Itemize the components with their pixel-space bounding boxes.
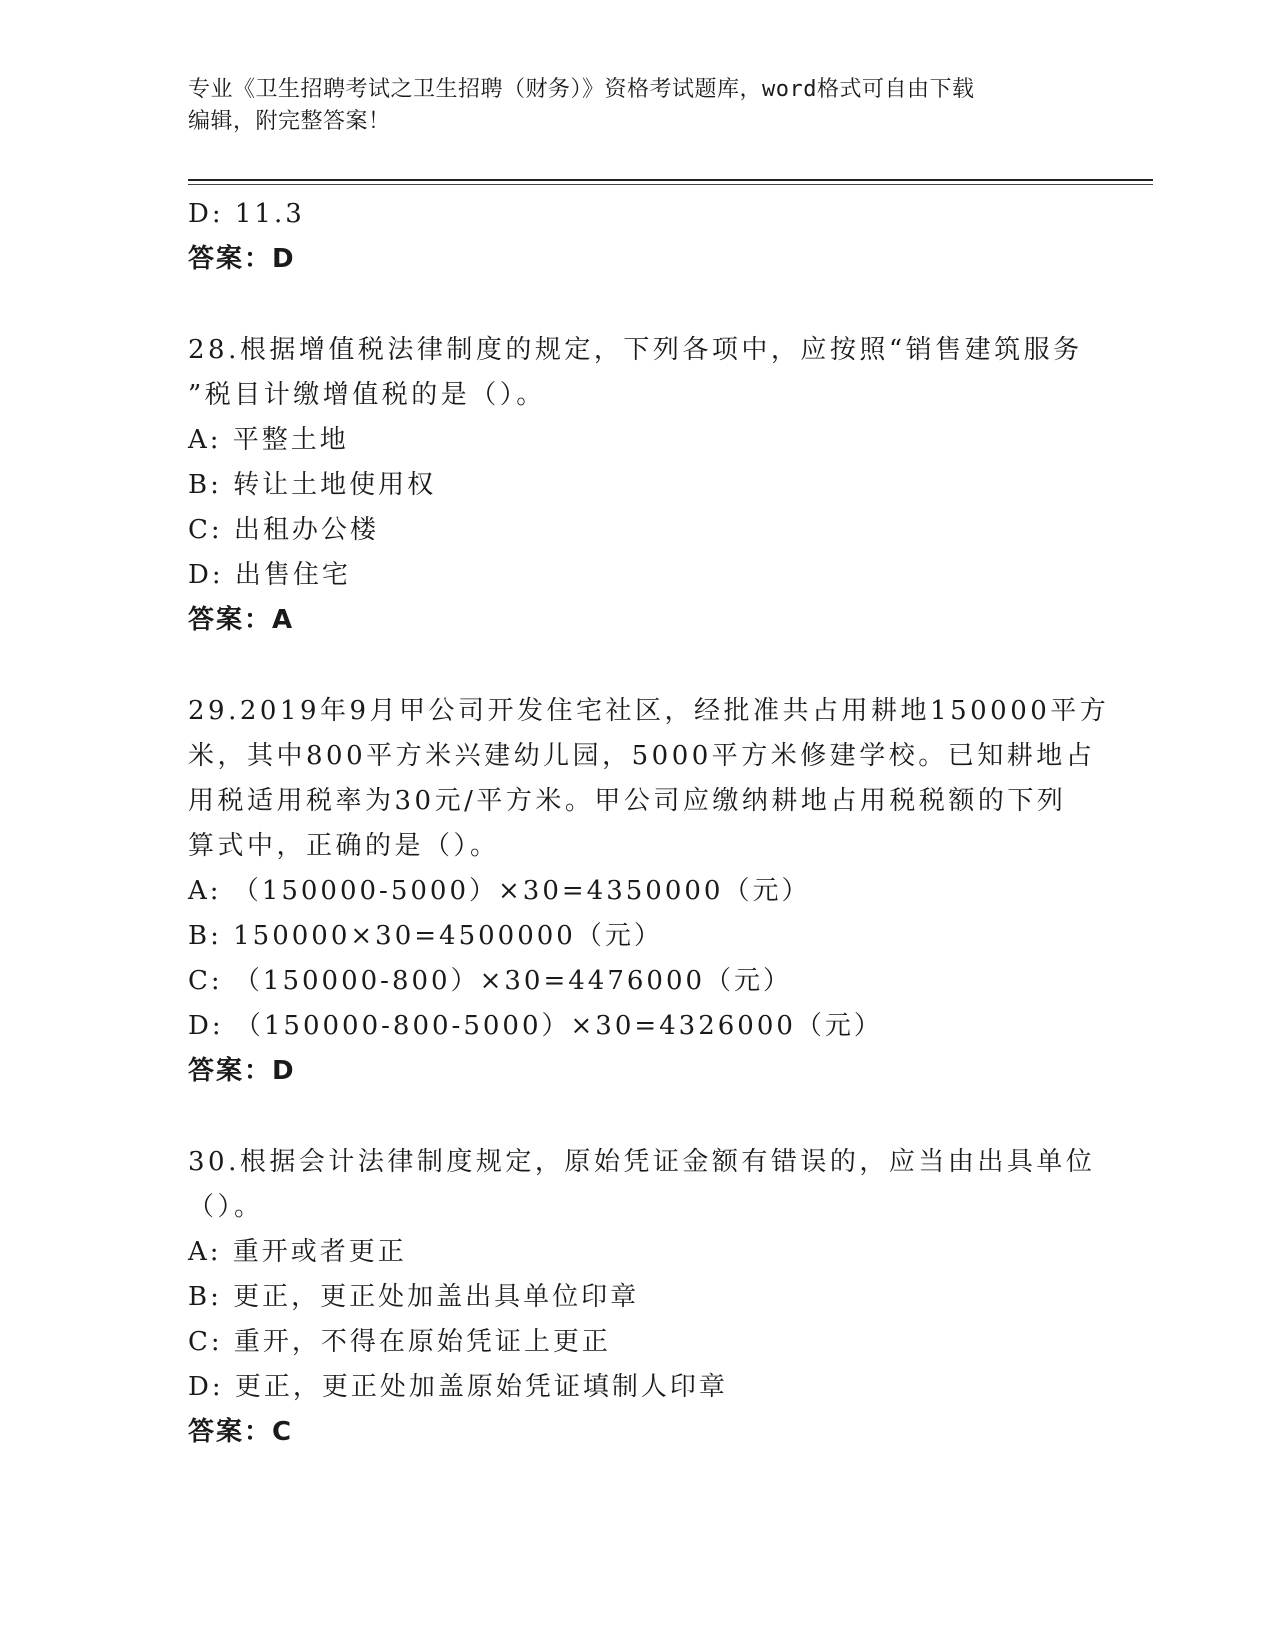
answer-line: 答案：A bbox=[188, 605, 295, 635]
option-b: B: 更正，更正处加盖出具单位印章 bbox=[188, 1282, 640, 1312]
stem-line: 30.根据会计法律制度规定，原始凭证金额有错误的，应当由出具单位 bbox=[188, 1147, 1096, 1177]
question-27-tail bbox=[188, 192, 1088, 282]
stem-line: ”税目计缴增值税的是（）。 bbox=[188, 380, 546, 410]
option-b: B: 转让土地使用权 bbox=[188, 470, 437, 500]
header-title-line-1: 专业《卫生招聘考试之卫生招聘（财务）》资格考试题库，word格式可自由下载 bbox=[188, 77, 975, 102]
stem-line: 算式中，正确的是（）。 bbox=[188, 831, 500, 861]
option-a: A: 重开或者更正 bbox=[188, 1237, 407, 1267]
header-divider-thin bbox=[188, 184, 1153, 185]
option-d: D: 11.3 bbox=[188, 199, 305, 229]
option-a: A: 平整土地 bbox=[188, 425, 349, 455]
question-list bbox=[188, 192, 1110, 1455]
stem-line: 29.2019年9月甲公司开发住宅社区，经批准共占用耕地150000平方 bbox=[188, 696, 1110, 726]
answer-line: 答案：D bbox=[188, 1056, 296, 1086]
question-29 bbox=[188, 689, 1110, 1094]
option-b: B: 150000×30=4500000（元） bbox=[188, 921, 663, 951]
stem-line: 28.根据增值税法律制度的规定，下列各项中，应按照“销售建筑服务 bbox=[188, 335, 1083, 365]
stem-line: （）。 bbox=[188, 1192, 264, 1222]
answer-line: 答案：C bbox=[188, 1417, 294, 1447]
page-header bbox=[188, 74, 1088, 138]
spacer bbox=[188, 643, 1088, 689]
header-divider-thick bbox=[188, 179, 1153, 181]
option-d: D: 更正，更正处加盖原始凭证填制人印章 bbox=[188, 1372, 728, 1402]
question-stem bbox=[188, 1140, 1096, 1230]
question-stem bbox=[188, 689, 1110, 869]
stem-line: 米，其中800平方米兴建幼儿园，5000平方米修建学校。已知耕地占 bbox=[188, 741, 1096, 771]
question-stem bbox=[188, 328, 1088, 418]
option-d: D: （150000-800-5000）×30=4326000（元） bbox=[188, 1011, 883, 1041]
option-c: C: （150000-800）×30=4476000（元） bbox=[188, 966, 793, 996]
option-c: C: 重开，不得在原始凭证上更正 bbox=[188, 1327, 611, 1357]
spacer bbox=[188, 1094, 1088, 1140]
question-30 bbox=[188, 1140, 1096, 1455]
stem-line: 用税适用税率为30元/平方米。甲公司应缴纳耕地占用税税额的下列 bbox=[188, 786, 1067, 816]
header-title-line-2: 编辑，附完整答案！ bbox=[188, 109, 391, 134]
option-a: A: （150000-5000）×30=4350000（元） bbox=[188, 876, 811, 906]
option-d: D: 出售住宅 bbox=[188, 560, 351, 590]
spacer bbox=[188, 282, 1088, 328]
answer-line: 答案：D bbox=[188, 244, 296, 274]
question-28 bbox=[188, 328, 1088, 643]
option-c: C: 出租办公楼 bbox=[188, 515, 379, 545]
